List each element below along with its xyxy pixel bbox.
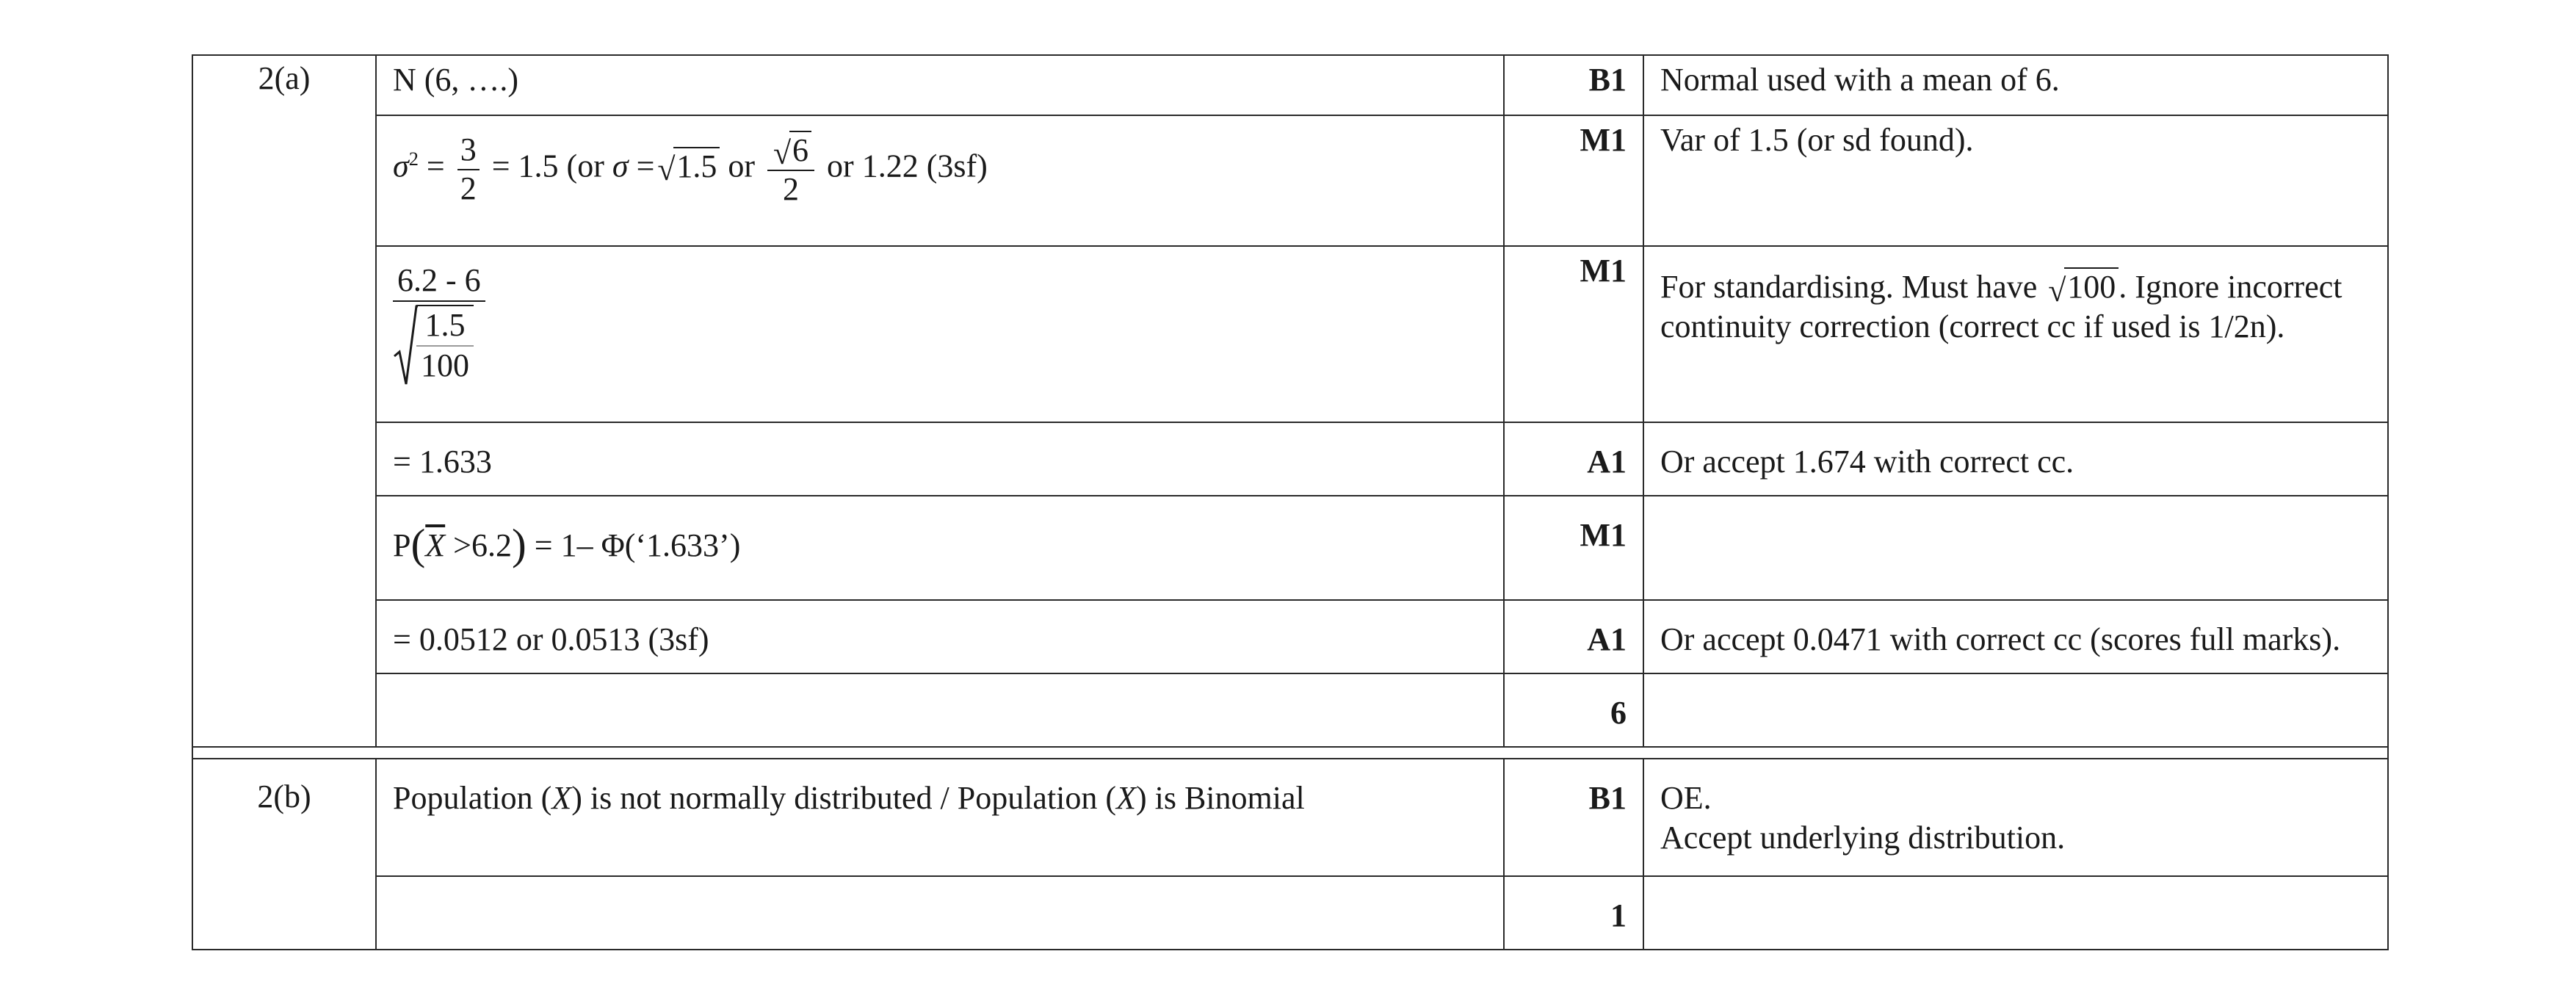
- table-row: [192, 422, 2388, 496]
- guidance-text: [1660, 778, 2377, 857]
- x-bar-symbol: $\overline{X}$: [425, 527, 446, 563]
- answer-part: Population (: [393, 780, 552, 816]
- guidance-cell: [1643, 759, 2388, 876]
- answer-cell: [376, 876, 1504, 950]
- square-root: √ 100: [2048, 267, 2119, 307]
- fraction-denominator: 100: [421, 347, 469, 383]
- guidance-cell: [1643, 496, 2388, 600]
- total-mark-cell: [1504, 876, 1643, 950]
- probability-symbol: P: [393, 527, 411, 563]
- question-number-cell: [192, 759, 376, 950]
- table-row: [192, 246, 2388, 422]
- mark-text: B1: [1588, 62, 1627, 98]
- guidance-text: Normal used with a mean of 6.: [1660, 62, 2060, 98]
- answer-cell: [376, 246, 1504, 422]
- equals-sign: =: [636, 148, 655, 184]
- guidance-text: [1660, 267, 2377, 346]
- total-mark-cell: [1504, 673, 1643, 747]
- mark-cell: [1504, 759, 1643, 876]
- table-row: [192, 759, 2388, 876]
- answer-cell: [376, 115, 1504, 246]
- variance-expression: [393, 131, 1503, 208]
- fraction-denominator: [393, 302, 485, 397]
- guidance-text: Or accept 0.0471 with correct cc (scores full marks).: [1660, 621, 2341, 657]
- answer-cell: [376, 496, 1504, 600]
- sigma-symbol: σ: [612, 148, 629, 184]
- mark-cell: [1504, 496, 1643, 600]
- mark-cell: [1504, 422, 1643, 496]
- superscript: 2: [408, 148, 419, 170]
- mark-cell: [1504, 55, 1643, 115]
- mark-cell: [1504, 115, 1643, 246]
- mark-text: B1: [1588, 780, 1627, 816]
- radical-icon: [393, 305, 418, 387]
- mark-text: A1: [1587, 444, 1627, 480]
- mark-text: A1: [1587, 621, 1627, 657]
- inequality-text: >6.2: [453, 527, 512, 563]
- guidance-cell: [1643, 422, 2388, 496]
- square-root: √ 1.5: [657, 147, 720, 187]
- guidance-cell: [1643, 55, 2388, 115]
- mark-text: M1: [1580, 517, 1627, 553]
- answer-cell: [376, 759, 1504, 876]
- standardising-fraction: [393, 261, 485, 396]
- question-number: 2(b): [257, 778, 311, 814]
- sigma-symbol: σ: [393, 148, 409, 184]
- table-row: [192, 876, 2388, 950]
- sqrt-body: 1.5: [673, 147, 720, 186]
- mark-text: M1: [1580, 253, 1627, 289]
- guidance-cell: [1643, 246, 2388, 422]
- fraction: [767, 131, 814, 208]
- separator-cell: [192, 747, 2388, 759]
- answer-text: or 1.22 (3sf): [827, 148, 988, 184]
- answer-text: = 1.633: [393, 444, 492, 480]
- answer-cell: [376, 673, 1504, 747]
- mark-scheme-table: [192, 54, 2389, 950]
- guidance-text: Or accept 1.674 with correct cc.: [1660, 444, 2074, 480]
- section-separator: [192, 747, 2388, 759]
- answer-cell: [376, 600, 1504, 673]
- guidance-line: Accept underlying distribution.: [1660, 819, 2066, 856]
- answer-text: = 0.0512 or 0.0513 (3sf): [393, 621, 709, 657]
- answer-text: = 1.5 (or: [491, 148, 604, 184]
- guidance-text: Var of 1.5 (or sd found).: [1660, 122, 1974, 158]
- mark-cell: [1504, 600, 1643, 673]
- question-number: 2(a): [258, 60, 311, 96]
- fraction-numerator: [767, 131, 814, 171]
- square-root: √ 6: [773, 131, 811, 170]
- mark-text: M1: [1580, 122, 1627, 158]
- table-row: [192, 600, 2388, 673]
- mark-cell: [1504, 246, 1643, 422]
- total-mark: 6: [1610, 695, 1627, 731]
- guidance-cell: [1643, 115, 2388, 246]
- answer-text: = 1– Φ(‘1.633’): [534, 527, 741, 563]
- sqrt-body: 6: [789, 131, 811, 170]
- answer-cell: [376, 422, 1504, 496]
- answer-text: [393, 778, 1503, 818]
- answer-text: or: [728, 148, 756, 184]
- sqrt-body: 100: [2064, 267, 2119, 306]
- total-mark: 1: [1610, 897, 1627, 933]
- probability-expression: $P(\overline{X} >6.2) = 1-$ Φ(‘1.633’): [393, 520, 741, 568]
- table-row: [192, 115, 2388, 246]
- table-row: [192, 496, 2388, 600]
- fraction-numerator: 6.2 - 6: [393, 261, 485, 302]
- fraction-numerator: 3: [457, 131, 480, 170]
- equals-sign: =: [426, 148, 445, 184]
- guidance-part: . Ignore incorrect continuity correction (correct cc if used is 1/2n).: [1660, 269, 2342, 344]
- fraction-denominator: 2: [460, 170, 477, 206]
- inner-fraction: [416, 305, 474, 387]
- square-root: [393, 305, 474, 387]
- answer-part: ) is not normally distributed / Population (: [571, 780, 1117, 816]
- question-number-cell: [192, 55, 376, 747]
- variable-x: X: [1116, 780, 1136, 816]
- answer-cell: [376, 55, 1504, 115]
- guidance-cell: [1643, 876, 2388, 950]
- fraction-numerator: 1.5: [416, 306, 474, 347]
- guidance-part: For standardising. Must have: [1660, 269, 2038, 305]
- guidance-cell: [1643, 673, 2388, 747]
- guidance-cell: [1643, 600, 2388, 673]
- fraction: [457, 131, 480, 207]
- variable-x: X: [551, 780, 572, 816]
- table-row: [192, 673, 2388, 747]
- answer-text: N (6, ….): [393, 62, 519, 98]
- fraction-denominator: 2: [783, 170, 800, 207]
- answer-part: ) is Binomial: [1135, 780, 1305, 816]
- table-row: [192, 55, 2388, 115]
- guidance-line: OE.: [1660, 780, 1712, 816]
